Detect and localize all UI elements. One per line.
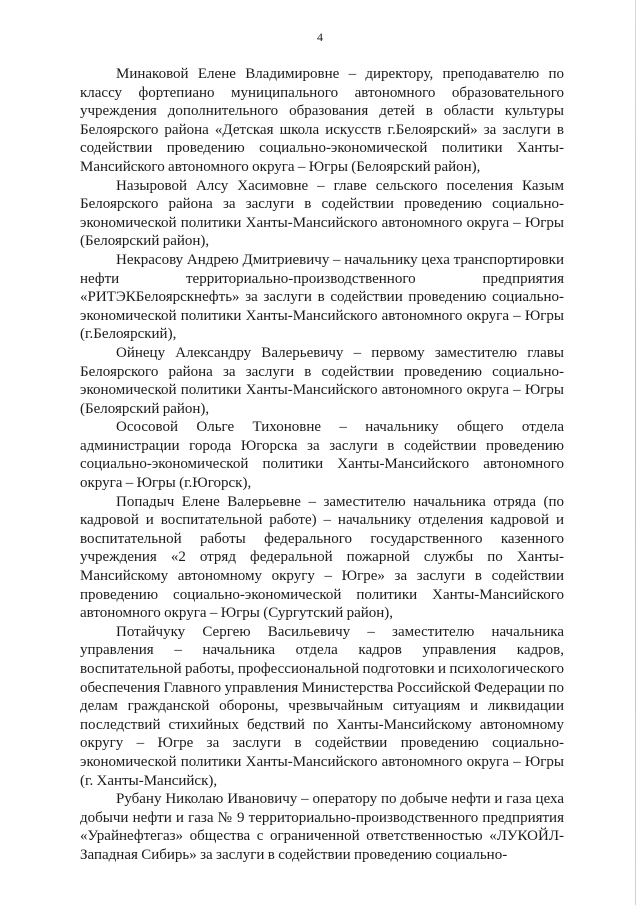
award-entry-ososova: Ососовой Ольге Тихоновне – начальнику общего отдела администрации города Югорска за заслуги в содействии проведению социально-экономической политики Ханты-Мансийского автономного округа – Югры (г.Югорск), — [80, 419, 564, 492]
award-entry-potaychuk: Потайчуку Сергею Васильевичу – заместителю начальника управления – начальника отдела кадров управления кадров, воспитательной работы, профессиональной подготовки и психологического обеспечения Главного управления Министерства Российской Федерации по делам гражданской обороны, чрезвычайным ситуациям и ликвидации последствий стихийных бедствий по Ханты-Мансийскому автономному округу – Югре за заслуги в содействии проведению социально-экономической политики Ханты-Мансийского автономного округа – Югры (г. Ханты-Мансийск), — [80, 623, 564, 789]
award-entry-nazyrova: Назыровой Алсу Хасимовне – главе сельского поселения Казым Белоярского района за заслуги в содействии проведению социально-экономической политики Ханты-Мансийского автономного округа – Югры (Белоярский район), — [80, 177, 564, 250]
scan-edge-line — [635, 0, 636, 905]
award-entry-oynets: Ойнецу Александру Валерьевичу – первому заместителю главы Белоярского района за заслуги в содействии проведению социально-экономической политики Ханты-Мансийского автономного округа – Югры (Белоярский район), — [80, 344, 564, 417]
award-entry-nekrasov: Некрасову Андрею Дмитриевичу – начальнику цеха транспортировки нефти территориально-производственного предприятия «РИТЭКБелоярскнефть» за заслуги в содействии проведению социально-экономической политики Ханты-Мансийского автономного округа – Югры (г.Белоярский), — [80, 251, 564, 343]
award-entry-ruban: Рубану Николаю Ивановичу – оператору по добыче нефти и газа цеха добычи нефти и газа № 9 территориально-производственного предприятия «Урайнефтегаз» общества с ограниченной ответственностью «ЛУКОЙЛ-Западная Сибирь» за заслуги в содействии проведению социально- — [80, 791, 564, 863]
document-body — [80, 65, 564, 865]
page-number: 4 — [317, 30, 323, 44]
award-entry-popadych: Попадыч Елене Валерьевне – заместителю начальника отряда (по кадровой и воспитательной работе) – начальнику отделения кадровой и воспитательной работы федерального государственного казенного учреждения «2 отряд федеральной пожарной службы по Ханты-Мансийскому автономному округу – Югре» за заслуги в содействии проведению социально-экономической политики Ханты-Мансийского автономного округа – Югры (Сургутский район), — [80, 493, 564, 622]
award-entry-minakova: Минаковой Елене Владимировне – директору, преподавателю по классу фортепиано муниципального автономного образовательного учреждения дополнительного образования детей в области культуры Белоярского района «Детская школа искусств г.Белоярский» за заслуги в содействии проведению социально-экономической политики Ханты-Мансийского автономного округа – Югры (Белоярский район), — [80, 66, 564, 175]
